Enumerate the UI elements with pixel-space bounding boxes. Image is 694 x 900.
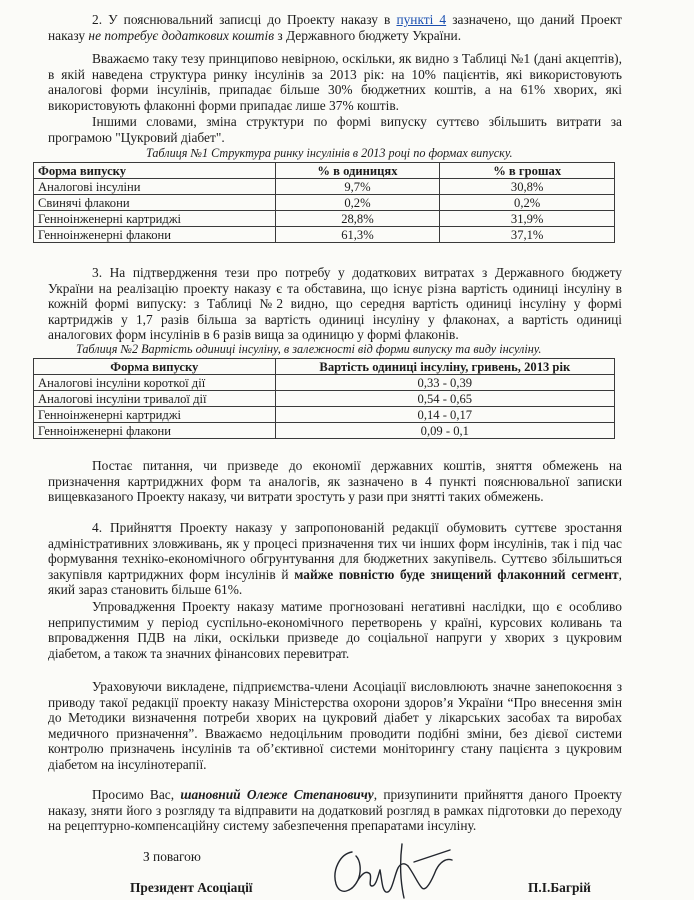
table-cell: 0,33 - 0,39	[275, 375, 614, 391]
para-request-text2: , призупинити прийняття даного Проекту наказу, зняти його з розгляду та відправити на додатковий розгляд в рамках підготовки до переходу на рецептурно-компенсаційну систему забезпечення препаратами інсуліну.	[48, 787, 622, 834]
table-row	[34, 227, 615, 243]
table-cell: 31,9%	[440, 211, 615, 227]
closing-regards: З повагою	[143, 849, 201, 864]
table1-market-structure	[33, 162, 615, 243]
table2-unit-cost	[33, 358, 615, 439]
table-row	[34, 195, 615, 211]
para2-body: Вважаємо таку тезу принципово невірною, оскільки, як видно з Таблиці №1 (дані акцептів), в якій наведена структура ринку інсулінів за 2013 рік: на 10% пацієнтів, які використовують аналогові форми інсулінів, припадає більше 30% бюджетних коштів, а на 61% хворих, які використовують флаконні форми припадає лише 37% коштів.	[48, 51, 622, 113]
table-row	[34, 211, 615, 227]
table1-header-cell: Форма випуску	[34, 163, 276, 179]
table-row	[34, 375, 615, 391]
para-concern: Ураховуючи викладене, підприємства-члени Асоціації висловлюють значне занепокоєння з приводу такої редакції проекту наказу Міністерства охорони здоров’я України “Про внесення змін до Методики визначення потреби хворих на цукровий діабет у лікарських засобах та виробах медичного призначення”. Вважаємо недоцільним проводити подібні зміни, без дієвої системи контролю призначень інсулінів та об’єктивної системи моніторингу стану пацієнта з цукровим діабетом на інсулінотерапії.	[48, 679, 622, 772]
table-cell: 28,8%	[275, 211, 440, 227]
table2-header-row	[34, 359, 615, 375]
table-cell: 0,09 - 0,1	[275, 423, 614, 439]
handwritten-signature	[322, 840, 462, 900]
table-cell: 0,54 - 0,65	[275, 391, 614, 407]
table-row	[34, 423, 615, 439]
para4-bold-emphasis: майже повністю буде знищений флаконний сегмент	[294, 566, 619, 582]
table-row	[34, 407, 615, 423]
para-request-text: Просимо Вас,	[92, 787, 181, 802]
table-cell: 0,2%	[440, 195, 615, 211]
table-cell: Генноінженерні флакони	[34, 227, 276, 243]
para-question: Постає питання, чи призведе до економії державних коштів, зняття обмежень на призначення картриджних форм та аналогів, як зазначено в 4 пункті пояснювальної записки вищевказаного Проекту наказу, чи витрати зростуть у рази при знятті таких обмежень.	[48, 458, 622, 505]
table-cell: Аналогові інсуліни тривалої дії	[34, 391, 276, 407]
table-cell: Генноінженерні картриджі	[34, 211, 276, 227]
table-cell: Генноінженерні флакони	[34, 423, 276, 439]
para4-body	[48, 520, 622, 598]
table-cell: Аналогові інсуліни	[34, 179, 276, 195]
table-cell: 30,8%	[440, 179, 615, 195]
table2-caption: Таблиця №2 Вартість одиниці інсуліну, в залежності від форми випуску та виду інсуліну.	[76, 342, 542, 356]
signatory-title: Президент Асоціації	[130, 880, 253, 895]
para2-intro	[48, 12, 622, 43]
table-cell: 37,1%	[440, 227, 615, 243]
table-cell: 0,2%	[275, 195, 440, 211]
table-cell: Свинячі флакони	[34, 195, 276, 211]
para3-body: 3. На підтвердження тези про потребу у додаткових витратах з Державного бюджету України на реалізацію проекту наказу є та обставина, що існує різна вартість одиниці інсуліну в кожній формі випуску: з Таблиці №2 видно, що середня вартість одиниці інсуліну у формі картриджів у 1,7 разів більша за вартість одиниці інсуліну у флаконах, а вартість одиниці аналогових форм інсулінів в 6 разів вища за одиницю у формі флаконів.	[48, 265, 622, 343]
para4-consequences: Упровадження Проекту наказу матиме прогнозовані негативні наслідки, що є особливо неприпустимим у період суспільно-економічного перетворень у країні, курсових коливань та впровадження ПДВ на ліки, оскільки призведе до соціальної напруги у хворих з цукровим діабетом, а також та значних фінансових перевитрат.	[48, 599, 622, 661]
table-cell: Аналогові інсуліни короткої дії	[34, 375, 276, 391]
table-row	[34, 391, 615, 407]
signatory-name: П.І.Багрій	[528, 880, 591, 895]
table-cell: 9,7%	[275, 179, 440, 195]
point4-link[interactable]: пункті 4	[396, 12, 447, 27]
table-row	[34, 179, 615, 195]
table2-header-cell: Форма випуску	[34, 359, 276, 375]
table1-header-cell: % в грошах	[440, 163, 615, 179]
para-request	[48, 787, 622, 834]
para2-intro-text: 2. У пояснювальний записці до Проекту наказу в	[92, 12, 391, 27]
table-cell: Генноінженерні картриджі	[34, 407, 276, 423]
para4-text: 4. Прийняття Проекту наказу у запропонованій редакції обумовить суттєве зростання адміністративних зловживань, як у процесі призначення тих чи інших форм інсулінів, так і під час формування техніко-економічного обгрунтування для бюджетних закупівель. Суттєво збільшиться закупівля картриджних форм інсулінів й	[48, 520, 622, 582]
table-cell: 0,14 - 0,17	[275, 407, 614, 423]
addressee-name: шановний Олеже Степановичу	[180, 787, 374, 802]
para4-text2: , який зараз становить більше 61%.	[48, 566, 622, 598]
table1-header-row	[34, 163, 615, 179]
table1-header-cell: % в одиницях	[275, 163, 440, 179]
table1-caption: Таблиця №1 Структура ринку інсулінів в 2013 році по формах випуску.	[146, 146, 513, 160]
table2-header-cell: Вартість одиниці інсуліну, гривень, 2013 рік	[275, 359, 614, 375]
para2-intro-text2: зазначено, що даний Проект наказу	[48, 12, 623, 43]
table-cell: 61,3%	[275, 227, 440, 243]
para2-emphasis: не потребує додаткових коштів	[88, 27, 275, 43]
para2-conclusion: Іншими словами, зміна структури по формі випуску суттєво збільшить витрати за програмою "Цукровий діабет".	[48, 114, 622, 145]
para2-intro-text3: з Державного бюджету України.	[274, 27, 462, 43]
